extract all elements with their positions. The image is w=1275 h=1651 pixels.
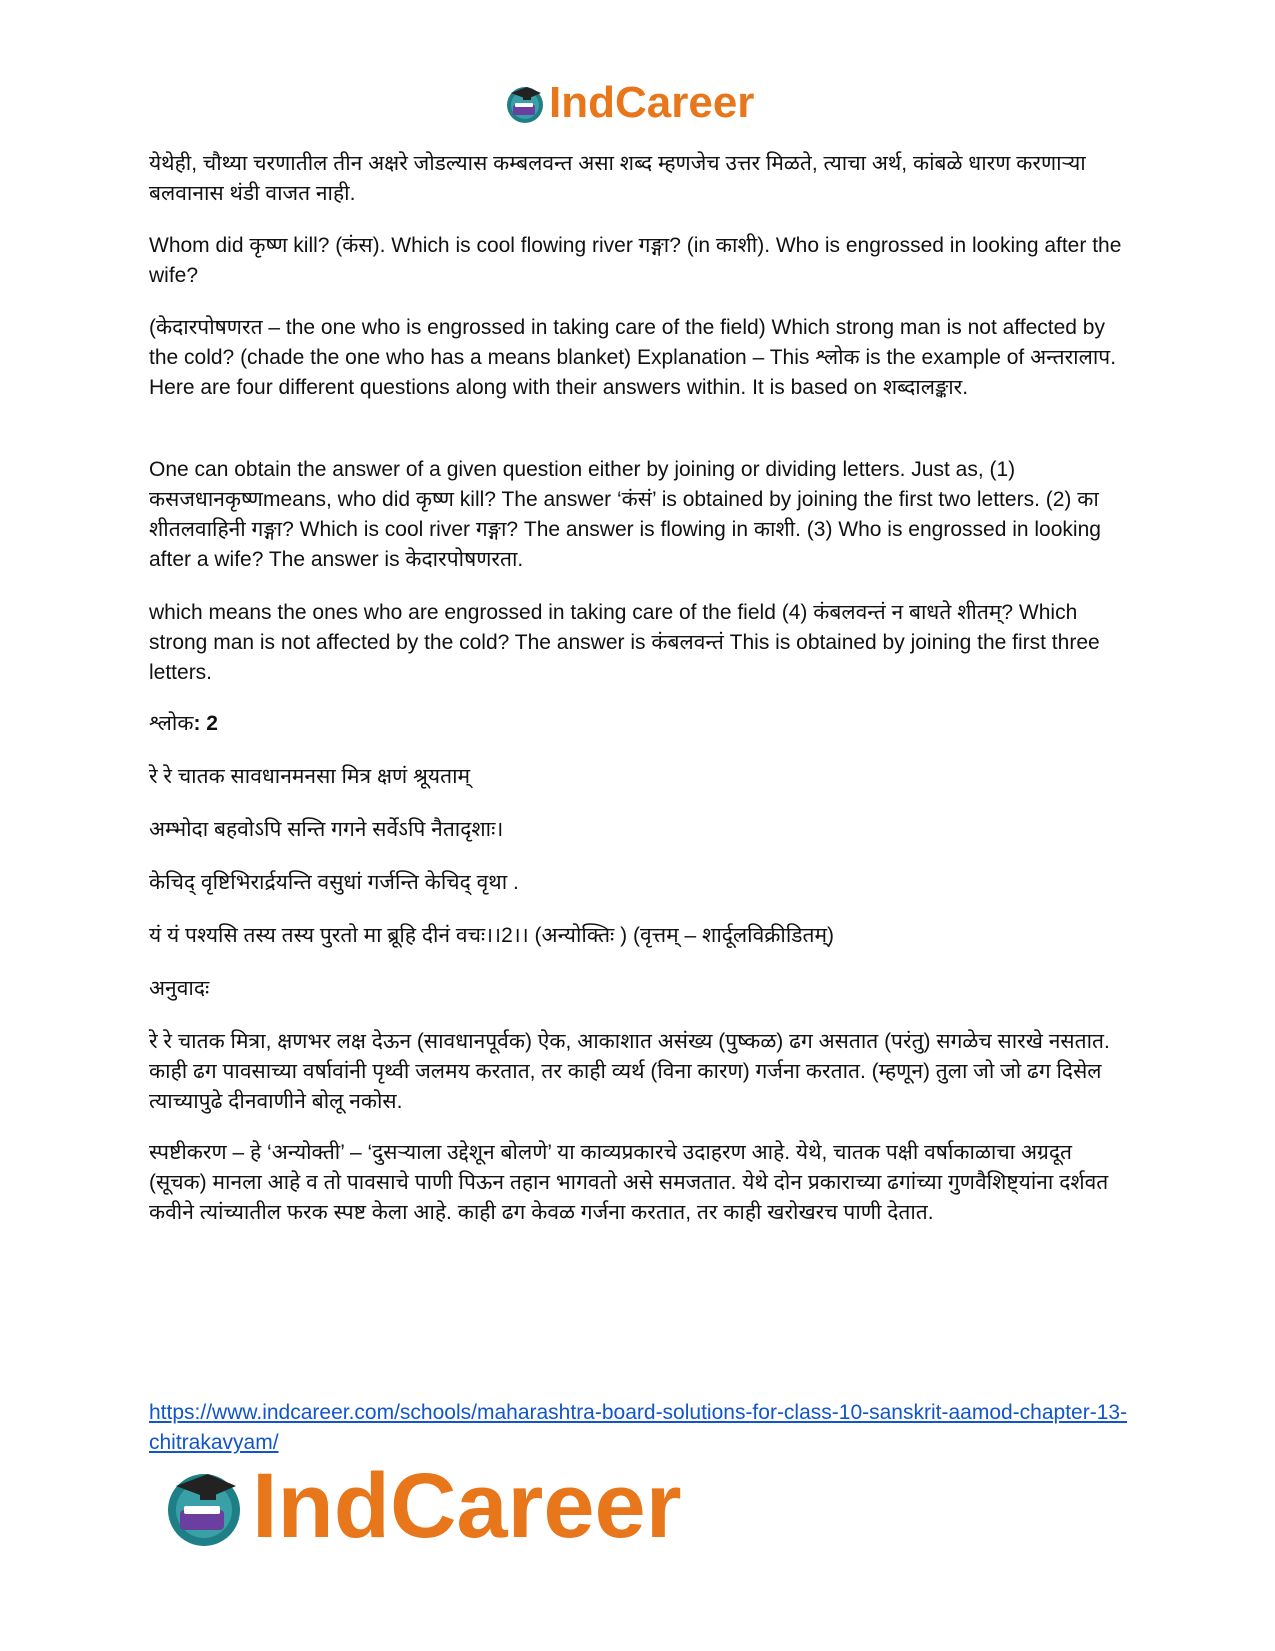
paragraph-2: Whom did कृष्ण kill? (कंस). Which is cool flowing river गङ्गा? (in काशी). Who is engrossed in looking after the wife? bbox=[149, 234, 1122, 287]
anuvad-text: रे रे चातक मित्रा, क्षणभर लक्ष देऊन (सावधानपूर्वक) ऐक, आकाशात असंख्य (पुष्कळ) ढग असतात (परंतु) सगळेच सारखे नसतात. काही ढग पावसाच्या वर्षावांनी पृथ्वी जलमय करतात, तर काही व्यर्थ (विना कारण) गर्जना करतात. (म्हणून) तुला जो जो ढग दिसेल त्याच्यापुढे दीनवाणीने बोलू नकोस. bbox=[149, 1030, 1110, 1113]
shloka-line-2: अम्भोदा बहवोऽपि सन्ति गगने सर्वेऽपि नैतादृशाः। bbox=[149, 818, 504, 841]
indcareer-logo-bottom bbox=[160, 1455, 682, 1557]
shloka-line-3: केचिद् वृष्टिभिरार्द्रयन्ति वसुधां गर्जन्ति केचिद् वृथा . bbox=[149, 871, 519, 894]
shloka-heading bbox=[149, 709, 1129, 739]
indcareer-logo-top bbox=[503, 80, 754, 126]
globe-graduate-icon bbox=[160, 1462, 248, 1550]
explanation-text: स्पष्टीकरण – हे ‘अन्योक्ती’ – ‘दुसऱ्याला उद्देशून बोलणे’ या काव्यप्रकारचे उदाहरण आहे. येथे, चातक पक्षी वर्षाकाळाचा अग्रदूत (सूचक) मानला आहे व तो पावसाचे पाणी पिऊन तहान भागवतो असे समजतात. येथे दोन प्रकाराच्या ढगांच्या गुणवैशिष्ट्यांना दर्शवत कवीने त्यांच्यातील फरक स्पष्ट केला आहे. काही ढग केवळ गर्जना करतात, तर काही खरोखरच पाणी देतात. bbox=[149, 1141, 1109, 1224]
source-url-link[interactable]: https://www.indcareer.com/schools/maharashtra-board-solutions-for-class-10-sanskrit-aamod-chapter-13-chitrakavyam/ bbox=[149, 1401, 1128, 1454]
logo-text: IndCareer bbox=[549, 78, 755, 127]
paragraph-4: One can obtain the answer of a given question either by joining or dividing letters. Just as, (1) कसजधानकृष्णmeans, who did कृष्ण kill? The answer ‘कंसं’ is obtained by joining the first two letters. (2) का शीतलवाहिनी गङ्गा? Which is cool river गङ्गा? The answer is flowing in काशी. (3) Who is engrossed in looking after a wife? The answer is केदारपोषणरता. bbox=[149, 458, 1101, 571]
paragraph-5: which means the ones who are engrossed in taking care of the field (4) कंबलवन्तं न बाधते शीतम्? Which strong man is not affected by the cold? The answer is कंबलवन्तं This is obtained by joining the first three letters. bbox=[149, 601, 1100, 684]
logo-text: IndCareer bbox=[252, 1455, 682, 1557]
paragraph-3: (केदारपोषणरत – the one who is engrossed in taking care of the field) Which strong man is not affected by the cold? (chade the one who has a means blanket) Explanation – This श्लोक is the example of अन्तरालाप. Here are four different questions along with their answers within. It is based on शब्दालङ्कार. bbox=[149, 316, 1117, 399]
shloka-heading-number: : 2 bbox=[193, 712, 218, 735]
shloka-heading-label: श्लोक bbox=[149, 712, 194, 735]
anuvad-heading: अनुवादः bbox=[149, 977, 210, 1000]
globe-graduate-icon bbox=[503, 81, 547, 125]
shloka-line-1: रे रे चातक सावधानमनसा मित्र क्षणं श्रूयताम् bbox=[149, 765, 471, 788]
paragraph-1: येथेही, चौथ्या चरणातील तीन अक्षरे जोडल्यास कम्बलवन्त असा शब्द म्हणजेच उत्तर मिळते, त्याचा अर्थ, कांबळे धारण करणाऱ्या बलवानास थंडी वाजत नाही. bbox=[149, 152, 1086, 205]
shloka-line-4: यं यं पश्यसि तस्य तस्य पुरतो मा ब्रूहि दीनं वचः।।2।। (अन्योक्तिः ) (वृत्तम् – शार्दूलविक्रीडितम्) bbox=[149, 924, 835, 947]
